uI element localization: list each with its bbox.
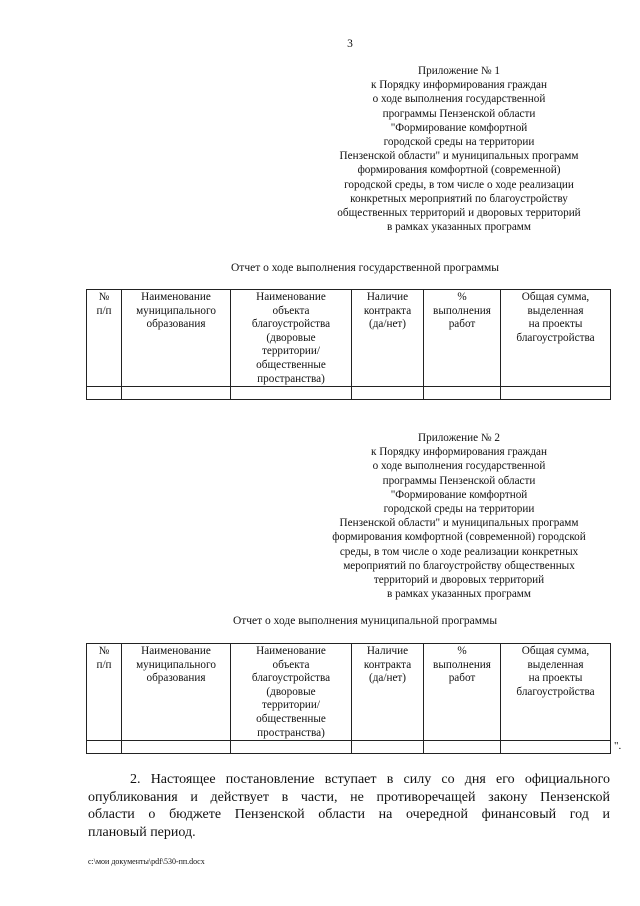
column-object: Наименование объекта благоустройства (дворовые территории/ общественные пространства) [231,290,352,387]
annex-1-line: программы Пензенской области [382,107,536,120]
body-paragraph [88,771,610,841]
closing-quote-mark: ". [614,740,622,752]
annex-1-line: городской среды на территории [383,136,535,149]
annex-1-line: конкретных мероприятий по благоустройству [350,192,568,205]
column-total: Общая сумма, выделенная на проекты благоустройства [501,644,611,741]
annex-2-line: "Формирование комфортной [390,488,528,501]
annex-1-heading [300,64,618,234]
paragraph-line: опубликования и действует в части, не противоречащей закону Пензенской [88,789,610,805]
table-row [87,387,611,400]
report-1-table [86,289,611,400]
annex-2-line: мероприятий по благоустройству общественных [343,559,575,572]
annex-2-line: Приложение № 2 [418,432,500,444]
report-2-table [86,643,611,754]
column-contract: Наличие контракта (да/нет) [352,644,424,741]
table-row [87,741,611,754]
column-total: Общая сумма, выделенная на проекты благоустройства [501,290,611,387]
table-header-row [87,644,611,741]
column-municipality: Наименование муниципального образования [122,644,231,741]
annex-2-line: территорий и дворовых территорий [373,574,545,587]
annex-1-line: формирования комфортной (современной) [357,164,561,177]
paragraph-line: 2. Настоящее постановление вступает в силу со дня его официального [130,772,610,787]
annex-1-line: "Формирование комфортной [390,121,528,134]
annex-1-line: городской среды, в том числе о ходе реализации [344,178,574,191]
annex-2-line: формирования комфортной (современной) городской [332,531,586,544]
annex-2-line: в рамках указанных программ [387,588,531,601]
column-object: Наименование объекта благоустройства (дворовые территории/ общественные пространства) [231,644,352,741]
column-municipality: Наименование муниципального образования [122,290,231,387]
column-number: № п/п [87,644,122,741]
report-1-title: Отчет о ходе выполнения государственной программы [230,262,500,274]
annex-2-line: Пензенской области" и муниципальных программ [339,517,579,530]
annex-1-line: к Порядку информирования граждан [370,79,548,92]
page-number: 3 [347,38,353,50]
column-percent: % выполнения работ [424,644,501,741]
annex-1-line: общественных территорий и дворовых территорий [337,207,581,220]
annex-1-line: о ходе выполнения государственной [372,93,546,106]
column-contract: Наличие контракта (да/нет) [352,290,424,387]
annex-2-line: о ходе выполнения государственной [372,460,546,473]
report-2-title: Отчет о ходе выполнения муниципальной программы [232,615,498,627]
annex-2-line: городской среды на территории [383,503,535,516]
column-number: № п/п [87,290,122,387]
column-percent: % выполнения работ [424,290,501,387]
annex-2-line: к Порядку информирования граждан [370,446,548,459]
file-path-footer: c:\мои документы\pdf\530-пп.docx [88,857,205,866]
annex-1-line: Приложение № 1 [418,65,500,77]
table-header-row [87,290,611,387]
annex-2-line: программы Пензенской области [382,474,536,487]
annex-2-line: среды, в том числе о ходе реализации конкретных [339,545,579,558]
annex-1-line: Пензенской области" и муниципальных программ [339,150,579,163]
annex-2-heading [300,431,618,601]
paragraph-line: плановый период. [88,824,196,840]
annex-1-line: в рамках указанных программ [387,221,531,234]
paragraph-line: области о бюджете Пензенской области на очередной финансовый год и [88,807,610,822]
